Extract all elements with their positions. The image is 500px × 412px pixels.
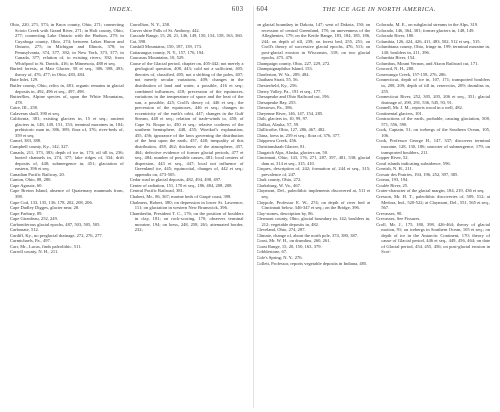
index-entry: Coulée River, 25. (376, 182, 409, 188)
index-entry: Carboniferous glacial epochs, 487, 503, 505, 505. (10, 221, 101, 227)
index-entry: Champsignaphilus Island, 153. (256, 66, 313, 72)
index-entry: Cook, Captain, 51; on icebergs of the Southern Ocean, 105, 106. (376, 127, 490, 138)
index-entry: Croll, Mr. J., 175, 180, 398, 426-464; theory of glacial motion, 91; on icebergs in Southern Ocean, 105 et seq.; on depth of ice in the Antarctic Continent, 170; theory of cause of Glacial period, 446 et seq., 449, 456, 464; on date of Glacial period, 454, 455, 456; on post-glacial erosion in Scot- (376, 221, 490, 255)
index-entry: Colorado, 146, 364, 381; former glaciers in, 148, 149. (376, 27, 475, 33)
index-entry: Cape Girardeau, 252, 249. (10, 216, 58, 222)
page-number: 604 (256, 6, 269, 13)
index-entry: Claypole, Professor E. W., 274; on depth of river bed at Cincinnati below, 346-347 et seq.; on the Bridge, 396. (256, 199, 371, 211)
index-entry: Coast, Mr. W. H., on drumlins, 260, 261. (256, 238, 331, 244)
index-entry: Columbia, 126, 424, 426, 411, 483, 502, 512 et seq., 515. (376, 38, 481, 44)
index-entry: Cardiff, Ky., no preglacial drainage, 272, 276, 277. (10, 232, 103, 238)
running-head-right (257, 6, 491, 18)
right-page (253, 6, 495, 408)
index-column (257, 22, 371, 408)
index-entry: Chamberlin, President T. C., 176; on the position of boulders in clay, 181; on rock-scoring, 170; observes terminal moraine, 194; on loess, 248, 258, 261; attenuated border, 232; (129, 210, 244, 233)
index-entry: Catskill Mountains, 150, 187, 139, 173. (129, 44, 202, 50)
index-entry: Coast Range, 15, 20, 150, 163, 379. (256, 243, 322, 249)
running-head-left (10, 6, 244, 18)
index-entry: Clay-stones, description by, 86. (256, 210, 314, 216)
index-entry: Butterflies, Alpine species of, upon the White Mountains, 478. (10, 94, 124, 105)
index-entry: Carmichaels, Pa., 497. (10, 238, 51, 244)
index-entry: Columbiana county, Ohio, fringe in, 199; terminal moraine in, 140; boulders in, 211, 396. (376, 44, 490, 55)
index-entry: Canada, 211, 373, 383; depth of ice in, 173; oil till in, 236; buried channels in, 274, 377; lake ridges of, 334; drift deposits of, 448; submergence in, 451; glaciation of eastern, 396 et seq. (10, 149, 124, 172)
running-title: INDEX. (109, 6, 133, 13)
index-entry: Cape Cod, 133, 135, 136, 178, 202, 208, 206. (10, 199, 93, 205)
index-entry: Cobblestone, 67. (256, 249, 288, 255)
index-entry: Ohio, 220, 271, 573; in Knox county, Ohio, 271; connecting Scioto Creek with Grand River, 271; in Holt county, Ohio, 277; connecting Lake Ontario with the Hudson, 279; in Cuyahoga county, Ohio, 274; between Lakes Huron and Ontario, 275; in Michigan and Illinois, 378; in Pennsylvania, 374, 377, 392; in New York, 373, 377; in Canada, 377; relation of, to existing rivers, 392; from Whirlpool to St. Davids, 416; in Minnesota, 488 et seq. (10, 22, 124, 66)
index-entry: Cherry Valley, Pa., 191 et seq., 177. (256, 88, 322, 94)
index-entry: Colorado, M. E., on subglacial streams in the Alps, 319. (376, 22, 479, 27)
index-entry: Central Pacific Railroad, 381. (129, 188, 184, 194)
index-entry: California, 381; existing glaciers in, 15 et seq.; ancient glaciers in, 148, 149, 151, 153; terminal moraines in, 184; prehistoric man in, 386, 389; flora of, 376; river-beds of, 359 et seq. (10, 116, 124, 138)
index-entry: Cascade Range, 15, 20, 21, 146, 149, 150, 154, 158, 163, 360. (129, 33, 243, 39)
index-entry: Chalmers, Robert, 380; on depression in lower St. Lawrence, 111; on glaciation in western New Brunswick, 396. (129, 199, 244, 211)
index-entry: Clermont county, Ohio, glacial boundary in, 142; boulders in, 212; vegetable deposits in, 482. (256, 216, 371, 227)
index-entry: Crevasses, See Fissures. (376, 216, 421, 222)
index-column (130, 22, 244, 408)
index-entry: Christianshaab Glacier, 81. (256, 144, 306, 150)
index-entry: Coteau, 193, 194. (376, 177, 409, 183)
index-entry: Charleston, W. Va., 289, 484. (256, 71, 310, 77)
index-entry: Cape Farbury, 89. (10, 210, 43, 216)
index-entry: Chugatch Alps, Alaska, glaciers on, 50. (256, 149, 329, 155)
index-column (376, 22, 490, 408)
index-entry: Caucasus Mountains, 10, 529. (129, 55, 185, 61)
index-entry: Butler county, Ohio, relics in, 481; organic remains in glacial deposits in, 492, 496 et seq., 497, 498. (10, 83, 124, 94)
index-entry: Colorado River, 180. (376, 33, 415, 39)
index-entry: Cornish, N. H., 211. (376, 166, 413, 172)
index-columns (10, 22, 244, 408)
index-entry: Cleveland, Ohio, 274, 287. (256, 227, 306, 233)
index-entry: Caire, III., 258. (10, 105, 39, 111)
index-entry: Center of radiation, 151, 170 et seq., 186, 484, 208, 208. (129, 182, 233, 188)
index-entry: Connecticut, depth of ice in, 107, 171; transported boulders in, 208, 209; depth of till in, reservoirs, 209; drumlins in, 255. (376, 77, 490, 94)
index-entry: Cattaraugus county, N. Y., 157, 176, 194. (129, 49, 205, 55)
index-entry: Carbonate, 512. (10, 227, 39, 233)
index-entry: Corsair des Prairies, 194, 196, 252, 397, 385. (376, 171, 459, 177)
index-entry: Cause of the Glacial period, chapter on, 405-442; not merely a geological question, 408, 443; cold not a sufficient, 405; theories of, classified, 405; not a shifting of the poles, 407; not merely secular variations, 409; changes in the distribution of land and water, a possible, 416 et seq.; combined influences, 418; precession of the equinoxes, variations in the temperature of space and the heat of the sun, a possible, 425; Croll's theory of, 446 et seq.; the precession of the equinoxes, 446 et seq.; changes in eccentricity of the earth's orbit, 447; changes in the Gulf Stream, 448 et seq.; relation of trade-winds to, 450; of Cape St. Roque to, 450 et seq.; relative coolness of the southern hemisphere, 448, 455; Woeikof's explanation, 455, 456; ignorance of the laws governing the distribution of the heat upon the earth, 457, 448; inequality of this distribution, 458, 462; thickness of the atmosphere, 457, 464; defective evidence of former glacial periods, 477 et seq., 484; number of possible causes, 481; local centers of dispersion, 443 et seq., 447; local not influence of Greenland ice, 445; equinoctial, changes of, 442 et seq.; appendix on, 473-505. (129, 60, 244, 177)
index-entry: Clark county, Ohio, 272. (256, 177, 302, 183)
index-entry: Cape Dudley Digges, glacier near, 28. (10, 205, 80, 211)
index-entry: Cape Breton Island, absence of Quaternary mammals from, 398. (10, 188, 124, 199)
index-entry: Canadian Pacific Railway, 20. (10, 171, 65, 177)
index-entry: Chesapeake Bay, 255. (256, 99, 297, 105)
index-entry: Connell, Mr. J. M., reports wood in a well, 482. (376, 105, 463, 111)
index-columns (257, 22, 491, 408)
index-entry: Clarksburg, W. Va., 467. (256, 182, 302, 188)
index-entry: Cook, Professor George H., 147, 337; discovers terminal moraine, 128, 130, 186; unrooter of submergence, 179; on transported boulders, 211. (376, 138, 490, 155)
index-entry: Claymont, Del., paleolithic implements discovered at, 511 et seq. (256, 188, 371, 199)
index-entry: Cheyenne River, 146, 147, 154, 285. (256, 110, 324, 116)
index-entry: Concord, N. H., 280. (376, 66, 415, 72)
index-entry: Columbia River, 154. (376, 55, 416, 61)
index-entry: Champaign county, Ohio, 227, 229, 272. (256, 60, 331, 66)
index-entry: Continental glaciers, 101. (376, 110, 423, 116)
index-entry: Carrollton, N. Y., 258. (129, 22, 171, 27)
index-entry: Campbell county, Ky., 142, 327. (10, 144, 69, 150)
index-entry: Carver shire Falls of St. Anthony, 442. (129, 27, 200, 33)
page-number: 603 (231, 6, 244, 13)
index-entry: Copper River, 52. (376, 155, 409, 161)
index-column (10, 22, 124, 408)
index-entry: Contractions of the earth, probable, causing glaciation, 508, 571, 556, 590. (376, 116, 490, 127)
index-entry: Cape Agassiz, 60. (10, 182, 43, 188)
index-entry: Chestown, Pa., 386. (256, 105, 293, 111)
index-entry: Climate, change of, about the north pole, 374, 380, 387. (256, 232, 359, 238)
index-entry: Coral islands indicating subsidence, 596. (376, 160, 451, 166)
index-entry: Canton, Ohio, 88, 280. (10, 177, 52, 183)
index-entry: Collett, Professor, reports vegetable deposits in Indiana, 485. (256, 260, 368, 266)
index-entry: Conewango Creek, 157-158, 276, 286. (376, 71, 447, 77)
index-entry: Buried forests, at Mair Glacier, 58 et seq., 306, 398, 493; theory of, 476, 477; in Ohio, 483, 484. (10, 66, 124, 77)
index-entry: on glacial boundary in Dakota, 147; west of Dakota, 150; on recession of central Greenland, 178; on unevenness of the Alleghenies, 179; on the Kettle Range, 183, 184, 185, 186, 244; on depth of till, 239; on forest bed, 255, 251; on Croll's theory of successive glacial epochs, 476, 513; on post-glacial erosion in Wisconsin, 318; on two glacial epochs, 475, 476. (256, 22, 371, 61)
index-entry: Chillicothe, Ohio, 127, 286, 467, 482. (256, 127, 326, 133)
running-title: THE ICE AGE IN NORTH AMERICA. (322, 6, 436, 13)
index-entry: Chippewa Creek, 456. (256, 138, 298, 144)
index-entry: Columbus, Mount Vernon, and Akron Railroad cut, 171. (376, 60, 479, 66)
index-entry: Chesterfield, Ky., 256. (256, 83, 298, 89)
index-entry: Cedar road in glacial deposits, 482, 494, 498, 497. (129, 177, 222, 183)
index-entry: Chesapeake and Ohio Railroad cut, 196. (256, 94, 330, 100)
index-entry: Bute Inlet, 129. (10, 77, 39, 83)
index-entry: Chilkat, Alaska, 57, 59. (256, 121, 300, 127)
index-entry: Cole's Spring, N. Y., 276. (256, 254, 303, 260)
left-page (6, 6, 247, 408)
index-entry: Chabert, Mr., 86, 367; marine beds of Gaspé coast, 398. (129, 193, 232, 199)
index-entry: Chatham Strait, 55, 56. (256, 77, 299, 83)
index-entry: Cresson, Mr. H. T., paleolithic discoveries of, 509, 512; at Medora, Ind., 520-522; at Claymont, Del., 551, 565 et seq., 567. (376, 193, 490, 211)
index-entry: Cincinnati, Ohio, 143, 176, 271, 287, 397, 481, 538; glacial dam at, 314 et seq., 315, 410. (256, 155, 371, 166)
index-entry: China, loess in, 259 et seq.; flora of, 376, 377. (256, 132, 341, 138)
index-entry: Crater-character of the glacial margin, 184, 219, 436 et seq. (376, 188, 485, 194)
index-entry: Crevasses, 90. (376, 210, 403, 216)
index-entry: Calaveras skull, 390 et seq. (10, 110, 60, 116)
index-entry: Carroll county, N. H., 211. (10, 249, 59, 255)
index-entry: Camel, 383, 388. (10, 138, 42, 144)
index-entry: Carr, Mr., Lucas, finds paleolithic, 511. (10, 243, 82, 249)
index-entry: Cirques, description of, 242; formation of, 244 et seq., 315; prevalence of, 247. (256, 166, 371, 177)
index-entry: Cat, 398. (129, 38, 147, 44)
index-entry: Connecticut River, 252, 305, 205, 206 et seq., 351; glacial drainage of, 290, 291, 536, 545, 93, 91. (376, 94, 490, 105)
index-entry: Chili, glaciers in, 10, 99, 97. (256, 116, 309, 122)
